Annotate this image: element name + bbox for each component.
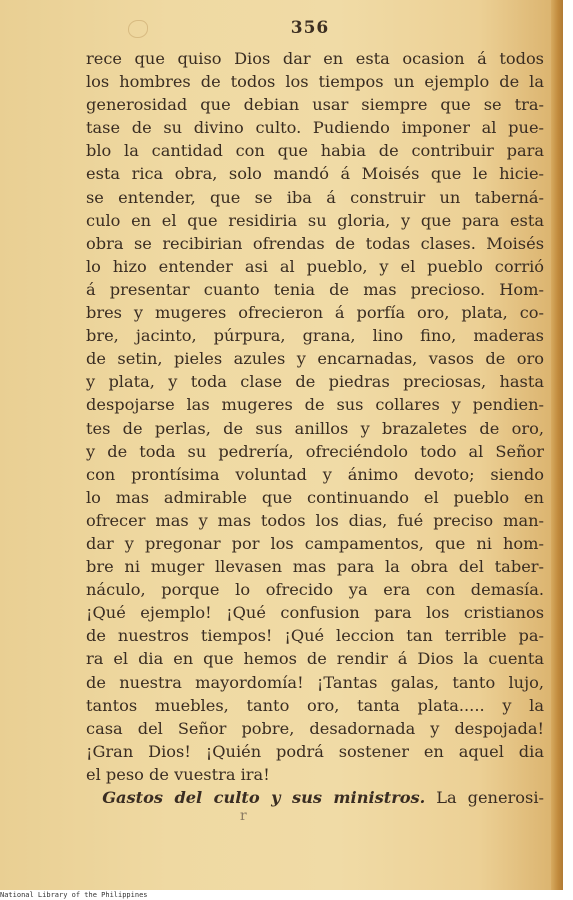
library-credit: National Library of the Philippines — [0, 891, 148, 899]
text-line: ¡Qué ejemplo! ¡Qué confusion para los cristianos — [86, 603, 544, 623]
text-line: los hombres de todos los tiempos un ejemplo de la — [86, 72, 544, 92]
text-line: esta rica obra, solo mandó á Moisés que le hicie- — [86, 164, 544, 184]
text-line: de nuestra mayordomía! ¡Tantas galas, tanto lujo, — [86, 672, 544, 692]
text-line: náculo, porque lo ofrecido ya era con demasía. — [86, 580, 544, 600]
text-line: á presentar cuanto tenia de mas precioso. Hom- — [86, 279, 544, 299]
text-line: culo en el que residiria su gloria, y que para esta — [86, 210, 544, 230]
text-line: bres y mugeres ofrecieron á porfía oro, plata, co- — [86, 303, 544, 323]
text-line: tantos muebles, tanto oro, tanta plata..... y la — [86, 695, 544, 715]
text-line: el peso de vuestra ira! — [86, 764, 270, 784]
text-line: lo hizo entender asi al pueblo, y el pueblo corrió — [86, 256, 544, 276]
text-line: rece que quiso Dios dar en esta ocasion á todos — [86, 49, 544, 68]
text-line: dar y pregonar por los campamentos, que ni hom- — [86, 533, 544, 553]
text-line: y de toda su pedrería, ofreciéndolo todo al Señor — [86, 441, 544, 461]
section-line — [86, 786, 544, 809]
body-text — [86, 47, 544, 809]
text-line: obra se recibirian ofrendas de todas clases. Moisés — [86, 233, 544, 253]
text-line: despojarse las mugeres de sus collares y pendien- — [86, 395, 544, 415]
section-start: La generosi- — [436, 788, 544, 807]
text-line: tes de perlas, de sus anillos y brazaletes de oro, — [86, 418, 544, 438]
text-line: ra el dia en que hemos de rendir á Dios la cuenta — [86, 649, 544, 669]
text-line: de nuestros tiempos! ¡Qué leccion tan terrible pa- — [86, 626, 544, 646]
page-number: 356 — [290, 18, 330, 38]
page-edge — [551, 0, 563, 890]
footer-mark: r — [240, 808, 247, 824]
text-line: tase de su divino culto. Pudiendo imponer al pue- — [86, 118, 544, 138]
text-line: y plata, y toda clase de piedras preciosas, hasta — [86, 372, 544, 392]
text-line: bre ni muger llevasen mas para la obra del taber- — [86, 557, 544, 577]
text-line: se entender, que se iba á construir un taberná- — [86, 187, 544, 207]
text-line: lo mas admirable que continuando el pueblo en — [86, 487, 544, 507]
text-line: bre, jacinto, púrpura, grana, lino fino, maderas — [86, 326, 544, 346]
text-line: ¡Gran Dios! ¡Quién podrá sostener en aquel dia — [86, 741, 544, 761]
text-line: blo la cantidad con que habia de contribuir para — [86, 141, 544, 161]
text-line: casa del Señor pobre, desadornada y despojada! — [86, 718, 544, 738]
text-line: generosidad que debian usar siempre que se tra- — [86, 95, 544, 115]
section-heading: Gastos del culto y sus ministros. — [102, 788, 426, 807]
text-line: con prontísima voluntad y ánimo devoto; siendo — [86, 464, 544, 484]
text-line: ofrecer mas y mas todos los dias, fué preciso man- — [86, 510, 544, 530]
text-line: de setin, pieles azules y encarnadas, vasos de oro — [86, 349, 544, 369]
